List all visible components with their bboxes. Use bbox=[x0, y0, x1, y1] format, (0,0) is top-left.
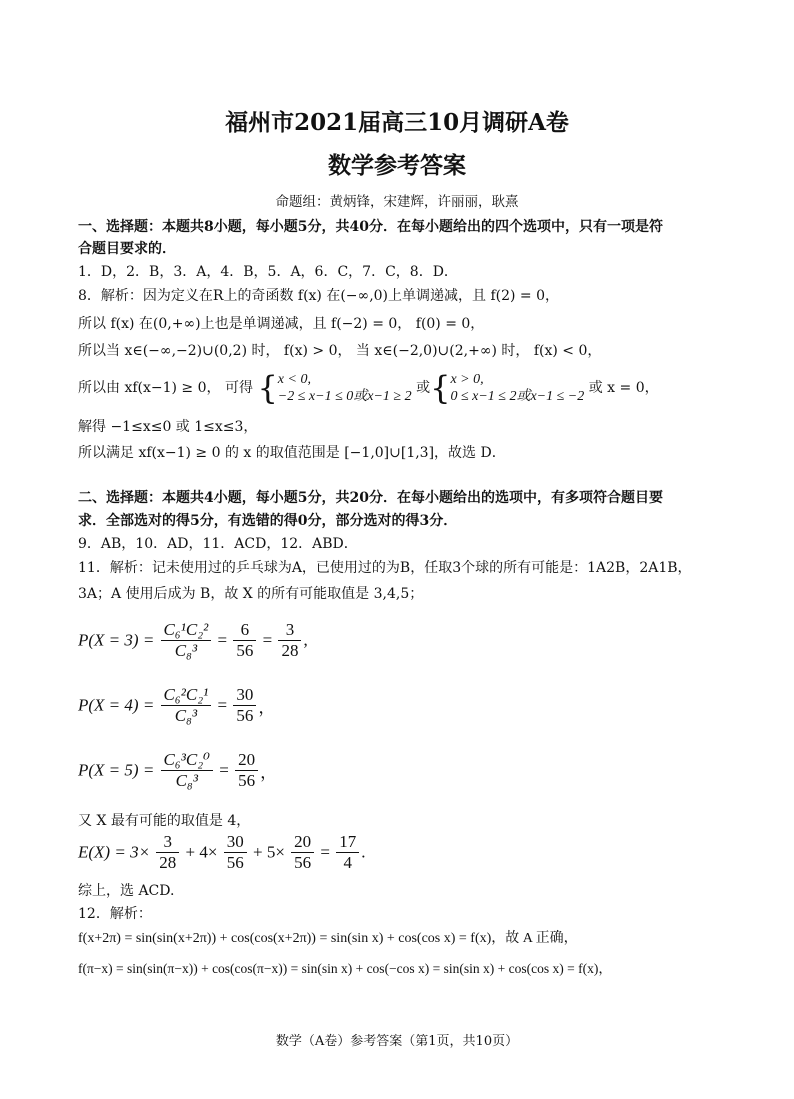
q11-line4: 综上，选 ACD. bbox=[78, 883, 175, 899]
q12-line3: f(π−x) = sin(sin(π−x)) + cos(cos(π−x)) = sin(sin x) + cos(−cos x) = sin(sin x) + cos(cos x) = f(x)， bbox=[78, 961, 612, 976]
expectation-formula bbox=[78, 832, 366, 873]
prob-x4-frac1 bbox=[161, 685, 212, 726]
system-1 bbox=[278, 371, 412, 405]
system-1-row2: −2 ≤ x−1 ≤ 0或x−1 ≥ 2 bbox=[277, 389, 412, 404]
prob-x3-den3: 28 bbox=[281, 641, 299, 660]
system-2 bbox=[450, 371, 584, 405]
ex-r-den: 4 bbox=[343, 853, 353, 872]
prob-x3-num1: C₆¹C₂² bbox=[161, 620, 212, 641]
prob-x3-tail: , bbox=[303, 630, 308, 650]
prob-x3-den1: C₈³ bbox=[174, 641, 198, 660]
prob-x3-frac1 bbox=[161, 620, 212, 661]
ex-c-den: 56 bbox=[294, 853, 312, 872]
section2-heading-line2: 求．全部选对的得5分，有选错的得0分，部分选对的得3分． bbox=[78, 513, 458, 529]
prob-x5-lhs: P(X = 5) = bbox=[78, 760, 155, 780]
expectation-lhs: E(X) = 3× bbox=[78, 842, 151, 862]
left-brace-2: { bbox=[430, 369, 451, 407]
prob-x4-tail: ， bbox=[258, 698, 276, 717]
prob-x3-num3: 3 bbox=[278, 620, 301, 641]
ex-b-num: 30 bbox=[224, 832, 247, 853]
q11-line3: 又 X 最有可能的取值是 4， bbox=[78, 813, 251, 829]
ex-mid2: + 5× bbox=[252, 842, 285, 862]
ex-r-num: 17 bbox=[336, 832, 359, 853]
ex-tail: . bbox=[361, 842, 366, 862]
section1-heading-line1: 一、选择题：本题共8小题，每小题5分，共40分．在每小题给出的四个选项中，只有一项是符 bbox=[78, 219, 663, 235]
q12-line2: f(x+2π) = sin(sin(x+2π)) + cos(cos(x+2π)) = sin(sin x) + cos(cos x) = f(x)，故 A 正确， bbox=[78, 931, 578, 946]
q8-line6: 所以满足 xf(x−1) ≥ 0 的 x 的取值范围是 [−1,0]∪[1,3]，故选 D． bbox=[78, 445, 506, 461]
section2-heading-line1: 二、选择题：本题共4小题，每小题5分，共20分．在每小题给出的选项中，有多项符合题目要 bbox=[78, 490, 663, 506]
q8-line3: 所以当 x∈(−∞,−2)∪(0,2) 时， f(x) > 0， 当 x∈(−2,0)∪(2,+∞) 时， f(x) < 0， bbox=[78, 343, 602, 359]
prob-x3-num2: 6 bbox=[233, 620, 256, 641]
prob-x5-den2: 56 bbox=[238, 771, 256, 790]
prob-x5-den1: C₈³ bbox=[175, 771, 198, 790]
ex-frac-a bbox=[156, 832, 179, 873]
authors-line: 命题组：黄炳锋，宋建辉，许丽丽，耿熹 bbox=[275, 194, 519, 210]
prob-x5-frac1 bbox=[161, 750, 213, 791]
section1-heading-line2: 合题目要求的． bbox=[78, 241, 176, 257]
prob-x4-lhs: P(X = 4) = bbox=[78, 695, 155, 715]
ex-mid1: + 4× bbox=[185, 842, 218, 862]
q8-or: 或 bbox=[416, 380, 431, 396]
system-1-row1: x < 0, bbox=[277, 372, 311, 387]
prob-x3-formula: P(X = 3) = $\frac{\text{C₆¹C₂²}}{\text{C₈³}}$ = $\frac{6}{56}$ = $\frac{3}{28}$ , bbox=[78, 620, 308, 660]
prob-x4-num1: C₆²C₂¹ bbox=[161, 685, 212, 706]
prob-x5-frac2 bbox=[235, 750, 258, 791]
prob-x3-lhs: P(X = 3) = bbox=[78, 630, 155, 650]
q8-line4-tail: 或 x = 0， bbox=[588, 380, 659, 396]
prob-x4-formula: P(X = 4) = $\frac{\text{C₆²C₂¹}}{\text{C₈³}}$ = $\frac{30}{56}$ ， bbox=[78, 685, 276, 725]
document-title: 福州市2021届高三10月调研A卷 bbox=[225, 109, 569, 136]
page-footer: 数学（A卷）参考答案（第1页，共10页） bbox=[275, 1034, 519, 1049]
q11-line1: 11．解析：记未使用过的乒乓球为A，已使用过的为B，任取3个球的所有可能是：1A2B，2A1B， bbox=[78, 560, 692, 576]
ex-a-num: 3 bbox=[156, 832, 179, 853]
prob-x5-num2: 20 bbox=[235, 750, 258, 771]
section1-answers: 1．D，2．B，3．A，4．B，5．A，6．C，7．C，8．D． bbox=[78, 264, 458, 280]
q8-line5: 解得 −1≤x≤0 或 1≤x≤3， bbox=[78, 419, 258, 435]
prob-x5-formula: P(X = 5) = $\frac{\text{C₆³C₂⁰}}{\text{C₈³}}$ = $\frac{20}{56}$ ， bbox=[78, 750, 278, 790]
q8-line1: 8．解析：因为定义在R上的奇函数 f(x) 在(−∞,0)上单调递减，且 f(2) = 0， bbox=[78, 288, 560, 304]
prob-x5-num1: C₆³C₂⁰ bbox=[161, 750, 213, 771]
ex-b-den: 56 bbox=[226, 853, 244, 872]
prob-x3-den2: 56 bbox=[236, 641, 254, 660]
document-subtitle: 数学参考答案 bbox=[328, 152, 466, 179]
prob-x5-tail: ， bbox=[260, 763, 278, 782]
prob-x4-den2: 56 bbox=[236, 706, 254, 725]
ex-a-den: 28 bbox=[159, 853, 177, 872]
system-2-row2: 0 ≤ x−1 ≤ 2或x−1 ≤ −2 bbox=[450, 389, 585, 404]
left-brace-1: { bbox=[257, 369, 278, 407]
prob-x4-frac2 bbox=[233, 685, 256, 726]
ex-c-num: 20 bbox=[291, 832, 314, 853]
prob-x4-den1: C₈³ bbox=[174, 706, 198, 725]
prob-x4-num2: 30 bbox=[233, 685, 256, 706]
ex-frac-c bbox=[291, 832, 314, 873]
q8-line2: 所以 f(x) 在(0,+∞)上也是单调递减，且 f(−2) = 0， f(0) = 0， bbox=[78, 316, 485, 332]
ex-mid3: = bbox=[320, 842, 331, 862]
system-2-row1: x > 0, bbox=[450, 372, 484, 387]
ex-frac-b bbox=[224, 832, 247, 873]
q11-line2: 3A；A 使用后成为 B，故 X 的所有可能取值是 3,4,5； bbox=[78, 586, 424, 602]
prob-x3-frac2 bbox=[233, 620, 256, 661]
section2-answers: 9．AB，10．AD，11．ACD，12．ABD． bbox=[78, 536, 358, 552]
q8-line4-lead: 所以由 xf(x−1) ≥ 0， 可得 bbox=[78, 380, 253, 396]
prob-x3-frac3 bbox=[278, 620, 301, 661]
q8-line4 bbox=[78, 368, 659, 408]
ex-frac-result bbox=[336, 832, 359, 873]
q12-line1: 12．解析： bbox=[78, 906, 152, 922]
